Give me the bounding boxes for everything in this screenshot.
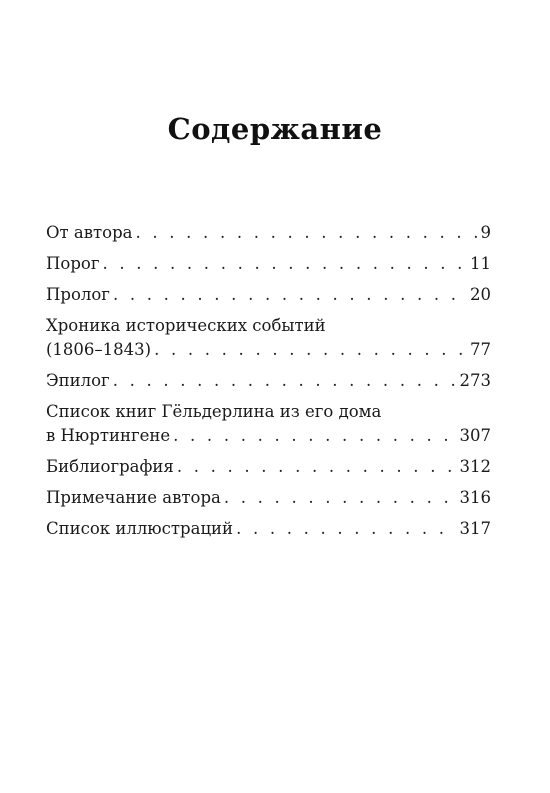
toc-page-number: 77 bbox=[470, 340, 491, 359]
toc-page-number: 11 bbox=[470, 254, 491, 273]
toc-page-number: 9 bbox=[480, 223, 491, 242]
dot-leader bbox=[113, 369, 457, 393]
toc-page-number: 273 bbox=[459, 371, 491, 390]
toc-entry-title-continued: (1806–1843) bbox=[46, 340, 152, 359]
dot-leader bbox=[136, 221, 478, 245]
toc-entry-line bbox=[46, 221, 491, 245]
toc-entry bbox=[46, 252, 491, 276]
toc-entry bbox=[46, 369, 491, 393]
toc-entry-line bbox=[46, 486, 491, 510]
toc-entry bbox=[46, 455, 491, 479]
dot-leader bbox=[224, 486, 457, 510]
toc-entry-title: Примечание автора bbox=[46, 488, 221, 507]
toc-entry-title-continued: в Нюртингене bbox=[46, 426, 171, 445]
dot-leader bbox=[154, 338, 467, 362]
toc-entry-line bbox=[46, 283, 491, 307]
dot-leader bbox=[177, 455, 457, 479]
toc-entry-line bbox=[46, 338, 491, 362]
dot-leader bbox=[102, 252, 467, 276]
page-title: Содержание bbox=[167, 112, 383, 146]
toc-entry-line bbox=[46, 369, 491, 393]
toc-page-number: 316 bbox=[459, 488, 491, 507]
toc-entry bbox=[46, 283, 491, 307]
toc-entry-title: Библиография bbox=[46, 457, 174, 476]
toc-entry-line bbox=[46, 424, 491, 448]
toc-entry bbox=[46, 486, 491, 510]
toc-entry-line bbox=[46, 455, 491, 479]
toc-entry-line bbox=[46, 400, 491, 424]
toc-entry-title: Список иллюстраций bbox=[46, 519, 234, 538]
table-of-contents bbox=[46, 221, 491, 548]
toc-page-number: 317 bbox=[459, 519, 491, 538]
toc-entry bbox=[46, 400, 491, 448]
toc-entry-title: Список книг Гёльдерлина из его дома bbox=[46, 402, 382, 421]
toc-entry bbox=[46, 221, 491, 245]
toc-entry-title: Хроника исторических событий bbox=[46, 316, 326, 335]
dot-leader bbox=[173, 424, 456, 448]
toc-entry-line bbox=[46, 252, 491, 276]
dot-leader bbox=[113, 283, 467, 307]
toc-entry-title: Пролог bbox=[46, 285, 110, 304]
dot-leader bbox=[236, 517, 456, 541]
toc-entry-title: Порог bbox=[46, 254, 100, 273]
toc-entry-title: От автора bbox=[46, 223, 133, 242]
toc-page-number: 312 bbox=[459, 457, 491, 476]
toc-entry bbox=[46, 314, 491, 362]
toc-entry-line bbox=[46, 314, 491, 338]
toc-page-number: 20 bbox=[470, 285, 491, 304]
toc-entry-line bbox=[46, 517, 491, 541]
toc-entry bbox=[46, 517, 491, 541]
toc-page-number: 307 bbox=[459, 426, 491, 445]
toc-entry-title: Эпилог bbox=[46, 371, 110, 390]
